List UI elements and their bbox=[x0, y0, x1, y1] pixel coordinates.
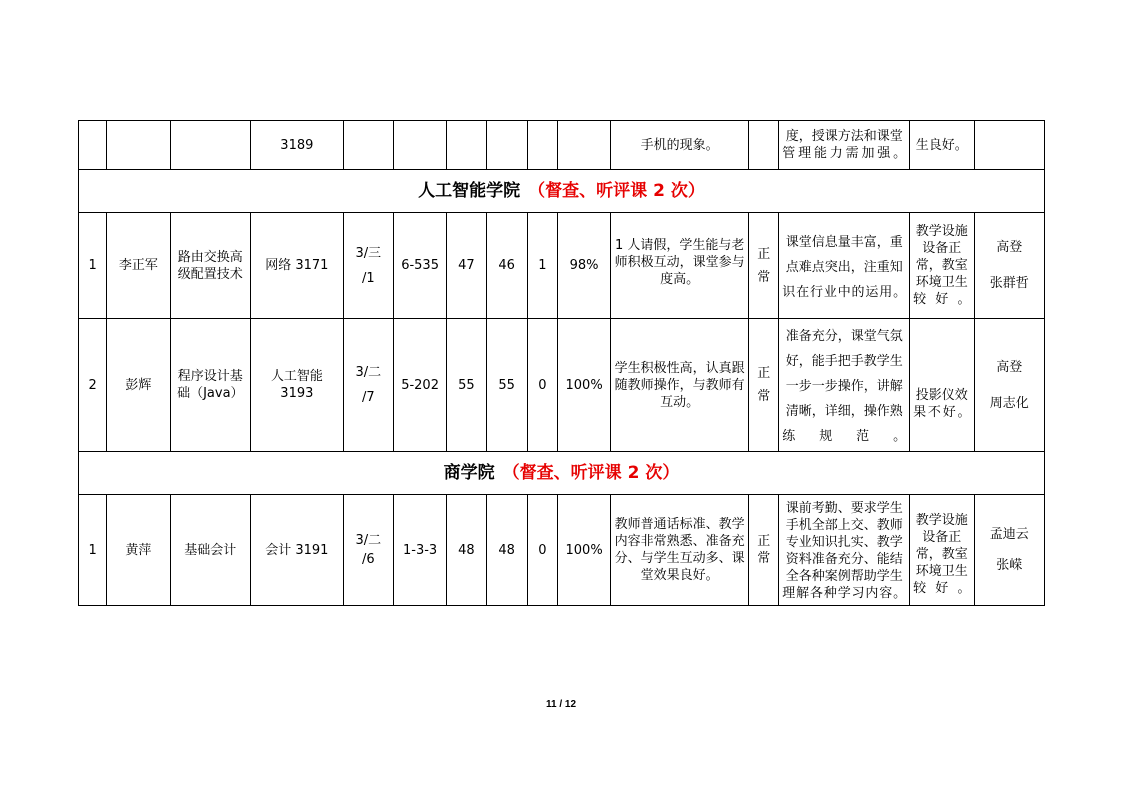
table-row-continued bbox=[79, 121, 1045, 170]
table-row bbox=[79, 319, 1045, 452]
section-header-business bbox=[79, 452, 1045, 495]
inspector-1: 高登 bbox=[996, 240, 1023, 255]
rate-cell: 98% bbox=[557, 213, 610, 319]
situation-cell: 手机的现象。 bbox=[611, 121, 749, 170]
inspector-2: 周志化 bbox=[989, 395, 1029, 411]
inspector-cell bbox=[974, 495, 1045, 606]
no-cell: 2 bbox=[79, 319, 107, 452]
inspector-cell bbox=[974, 121, 1045, 170]
environment-cell: 投影仪效果不好。 bbox=[910, 319, 974, 452]
expected-cell bbox=[447, 121, 486, 170]
status-char-2: 常 bbox=[757, 551, 771, 566]
status-char-2: 常 bbox=[757, 269, 771, 285]
status-char-1: 正 bbox=[757, 246, 771, 262]
page-number: 11 / 12 bbox=[545, 699, 577, 710]
status-char-2: 常 bbox=[757, 389, 771, 404]
inspector-1: 高登 bbox=[996, 359, 1023, 375]
absent-cell: 1 bbox=[527, 213, 557, 319]
room-cell: 5-202 bbox=[393, 319, 446, 452]
time-period: /1 bbox=[361, 270, 375, 286]
status-char-1: 正 bbox=[757, 534, 771, 549]
time-period: /7 bbox=[361, 390, 375, 405]
status-cell bbox=[749, 319, 779, 452]
course-cell bbox=[170, 121, 251, 170]
class-cell: 会计 3191 bbox=[251, 495, 344, 606]
expected-cell: 47 bbox=[447, 213, 486, 319]
opinion-cell: 度，授课方法和课堂管理能力需加强。 bbox=[779, 121, 910, 170]
status-char-1: 正 bbox=[757, 366, 771, 381]
inspector-2: 张嵘 bbox=[996, 558, 1023, 573]
inspector-cell bbox=[974, 213, 1045, 319]
table-row bbox=[79, 495, 1045, 606]
section-title-cell bbox=[79, 170, 1045, 213]
rate-cell: 100% bbox=[557, 495, 610, 606]
actual-cell: 55 bbox=[486, 319, 527, 452]
rate-cell bbox=[557, 121, 610, 170]
situation-cell: 1 人请假，学生能与老师积极互动，课堂参与度高。 bbox=[611, 213, 749, 319]
course-cell: 路由交换高级配置技术 bbox=[170, 213, 251, 319]
class-cell: 3189 bbox=[251, 121, 344, 170]
time-cell bbox=[343, 319, 393, 452]
no-cell bbox=[79, 121, 107, 170]
absent-cell: 0 bbox=[527, 319, 557, 452]
section-header-ai bbox=[79, 170, 1045, 213]
no-cell: 1 bbox=[79, 495, 107, 606]
section-note: （督查、听评课 2 次） bbox=[502, 463, 680, 483]
table-row bbox=[79, 213, 1045, 319]
expected-cell: 55 bbox=[447, 319, 486, 452]
environment-cell: 教学设施设备正常，教室环境卫生较好。 bbox=[910, 495, 974, 606]
section-title: 商学院 bbox=[443, 463, 495, 483]
section-title: 人工智能学院 bbox=[418, 181, 521, 201]
no-cell: 1 bbox=[79, 213, 107, 319]
inspector-cell bbox=[974, 319, 1045, 452]
actual-cell: 48 bbox=[486, 495, 527, 606]
inspector-1: 孟迪云 bbox=[989, 527, 1029, 542]
opinion-cell: 课前考勤、要求学生手机全部上交、教师专业知识扎实、教学资料准备充分、能结全各种案例帮助学生理解各种学习内容。 bbox=[779, 495, 910, 606]
course-cell: 基础会计 bbox=[170, 495, 251, 606]
inspector-2: 张群哲 bbox=[989, 276, 1029, 291]
status-cell bbox=[749, 121, 779, 170]
teacher-cell: 黄萍 bbox=[107, 495, 170, 606]
room-cell: 6-535 bbox=[393, 213, 446, 319]
time-cell bbox=[343, 495, 393, 606]
opinion-cell: 课堂信息量丰富，重点难点突出，注重知识在行业中的运用。 bbox=[779, 213, 910, 319]
situation-cell: 学生积极性高，认真跟随教师操作，与教师有互动。 bbox=[611, 319, 749, 452]
section-note: （督查、听评课 2 次） bbox=[528, 181, 705, 201]
situation-cell: 教师普通话标准、教学内容非常熟悉、准备充分、与学生互动多、课堂效果良好。 bbox=[611, 495, 749, 606]
time-cell bbox=[343, 213, 393, 319]
time-period: /6 bbox=[361, 552, 375, 567]
teacher-cell bbox=[107, 121, 170, 170]
actual-cell: 46 bbox=[486, 213, 527, 319]
section-title-cell bbox=[79, 452, 1045, 495]
class-cell: 人工智能 3193 bbox=[251, 319, 344, 452]
environment-cell: 教学设施设备正常，教室环境卫生较好。 bbox=[910, 213, 974, 319]
time-cell bbox=[343, 121, 393, 170]
time-day: 3/二 bbox=[355, 533, 382, 548]
course-cell: 程序设计基础（Java） bbox=[170, 319, 251, 452]
class-cell: 网络 3171 bbox=[251, 213, 344, 319]
expected-cell: 48 bbox=[447, 495, 486, 606]
teacher-cell: 李正军 bbox=[107, 213, 170, 319]
time-day: 3/三 bbox=[355, 245, 382, 261]
room-cell bbox=[393, 121, 446, 170]
status-cell bbox=[749, 213, 779, 319]
absent-cell: 0 bbox=[527, 495, 557, 606]
teacher-cell: 彭辉 bbox=[107, 319, 170, 452]
inspection-table bbox=[78, 120, 1045, 606]
room-cell: 1-3-3 bbox=[393, 495, 446, 606]
environment-cell: 生良好。 bbox=[910, 121, 974, 170]
absent-cell bbox=[527, 121, 557, 170]
time-day: 3/二 bbox=[355, 365, 382, 380]
actual-cell bbox=[486, 121, 527, 170]
opinion-cell: 准备充分，课堂气氛好，能手把手教学生一步一步操作，讲解清晰，详细，操作熟练规范。 bbox=[779, 319, 910, 452]
status-cell bbox=[749, 495, 779, 606]
rate-cell: 100% bbox=[557, 319, 610, 452]
